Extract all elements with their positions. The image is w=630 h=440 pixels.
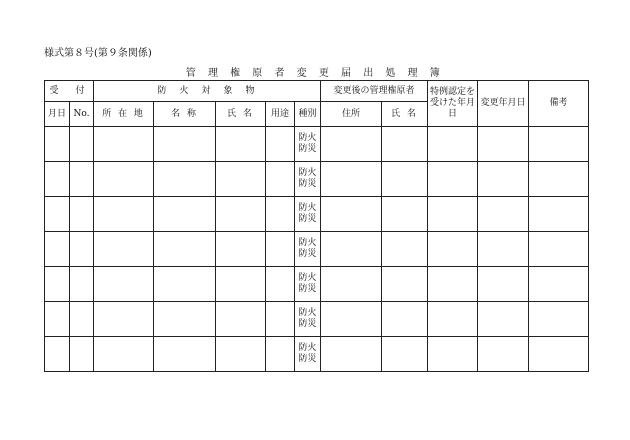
empty-cell xyxy=(266,302,295,337)
empty-cell xyxy=(478,232,529,267)
empty-cell xyxy=(216,302,266,337)
table-row xyxy=(45,302,589,337)
kind-fire-label: 防火 xyxy=(298,308,317,318)
kind-cell xyxy=(295,337,321,372)
empty-cell xyxy=(529,127,589,162)
header-name: 名 称 xyxy=(154,102,216,127)
empty-cell xyxy=(428,267,478,302)
table-row xyxy=(45,162,589,197)
empty-cell xyxy=(529,197,589,232)
empty-cell xyxy=(529,162,589,197)
empty-cell xyxy=(45,267,70,302)
empty-cell xyxy=(529,232,589,267)
empty-cell xyxy=(154,162,216,197)
kind-fire-label: 防火 xyxy=(298,203,317,213)
empty-cell xyxy=(321,197,382,232)
empty-cell xyxy=(45,197,70,232)
kind-fire-label: 防火 xyxy=(298,343,317,353)
empty-cell xyxy=(94,232,154,267)
header-receipt: 受 付 xyxy=(45,81,94,102)
kind-disaster-label: 防災 xyxy=(298,144,317,154)
empty-cell xyxy=(154,197,216,232)
empty-cell xyxy=(321,232,382,267)
empty-cell xyxy=(216,232,266,267)
empty-cell xyxy=(529,267,589,302)
empty-cell xyxy=(478,162,529,197)
empty-cell xyxy=(70,267,94,302)
empty-cell xyxy=(382,337,428,372)
empty-cell xyxy=(94,267,154,302)
empty-cell xyxy=(428,127,478,162)
table-row xyxy=(45,127,589,162)
empty-cell xyxy=(382,302,428,337)
kind-disaster-label: 防災 xyxy=(298,284,317,294)
kind-fire-label: 防火 xyxy=(298,238,317,248)
kind-cell xyxy=(295,232,321,267)
empty-cell xyxy=(321,267,382,302)
kind-cell xyxy=(295,267,321,302)
empty-cell xyxy=(216,162,266,197)
empty-cell xyxy=(70,302,94,337)
empty-cell xyxy=(478,337,529,372)
empty-cell xyxy=(321,162,382,197)
empty-cell xyxy=(428,162,478,197)
empty-cell xyxy=(428,197,478,232)
empty-cell xyxy=(382,267,428,302)
empty-cell xyxy=(216,337,266,372)
empty-cell xyxy=(382,232,428,267)
empty-cell xyxy=(428,337,478,372)
header-person-name: 氏 名 xyxy=(216,102,266,127)
empty-cell xyxy=(266,337,295,372)
empty-cell xyxy=(529,337,589,372)
empty-cell xyxy=(45,302,70,337)
empty-cell xyxy=(216,267,266,302)
header-usage: 用途 xyxy=(266,102,295,127)
header-after-owner: 変更後の管理権原者 xyxy=(321,81,428,102)
header-remarks: 備考 xyxy=(529,81,589,127)
form-title: 管 理 権 原 者 変 更 届 出 処 理 簿 xyxy=(185,68,445,79)
empty-cell xyxy=(70,197,94,232)
table-row xyxy=(45,197,589,232)
kind-cell xyxy=(295,302,321,337)
empty-cell xyxy=(45,127,70,162)
empty-cell xyxy=(216,197,266,232)
empty-cell xyxy=(428,302,478,337)
empty-cell xyxy=(94,302,154,337)
empty-cell xyxy=(428,232,478,267)
empty-cell xyxy=(70,232,94,267)
kind-fire-label: 防火 xyxy=(298,133,317,143)
header-kind: 種別 xyxy=(295,102,321,127)
empty-cell xyxy=(94,337,154,372)
empty-cell xyxy=(266,197,295,232)
empty-cell xyxy=(70,127,94,162)
empty-cell xyxy=(266,232,295,267)
form-number-label: 様式第８号(第９条関係) xyxy=(44,48,152,59)
empty-cell xyxy=(70,162,94,197)
empty-cell xyxy=(154,337,216,372)
header-number: No. xyxy=(70,102,94,127)
empty-cell xyxy=(478,197,529,232)
empty-cell xyxy=(529,302,589,337)
header-change-date: 変更年月日 xyxy=(478,81,529,127)
empty-cell xyxy=(478,127,529,162)
kind-cell xyxy=(295,127,321,162)
kind-disaster-label: 防災 xyxy=(298,179,317,189)
empty-cell xyxy=(94,162,154,197)
table-row xyxy=(45,232,589,267)
kind-fire-label: 防火 xyxy=(298,273,317,283)
empty-cell xyxy=(266,127,295,162)
empty-cell xyxy=(70,337,94,372)
table-row xyxy=(45,267,589,302)
empty-cell xyxy=(45,162,70,197)
kind-cell xyxy=(295,197,321,232)
kind-disaster-label: 防災 xyxy=(298,214,317,224)
empty-cell xyxy=(216,127,266,162)
empty-cell xyxy=(382,127,428,162)
empty-cell xyxy=(45,232,70,267)
kind-disaster-label: 防災 xyxy=(298,354,317,364)
empty-cell xyxy=(266,162,295,197)
table-row xyxy=(45,337,589,372)
kind-cell xyxy=(295,162,321,197)
header-target: 防 火 対 象 物 xyxy=(94,81,321,102)
kind-disaster-label: 防災 xyxy=(298,319,317,329)
empty-cell xyxy=(154,267,216,302)
header-address: 住所 xyxy=(321,102,382,127)
empty-cell xyxy=(321,337,382,372)
header-special-certification: 特例認定を受けた年月日 xyxy=(428,81,478,127)
empty-cell xyxy=(94,197,154,232)
empty-cell xyxy=(321,302,382,337)
header-month-day: 月日 xyxy=(45,102,70,127)
header-after-name: 氏 名 xyxy=(382,102,428,127)
empty-cell xyxy=(478,302,529,337)
empty-cell xyxy=(94,127,154,162)
header-location: 所 在 地 xyxy=(94,102,154,127)
empty-cell xyxy=(154,127,216,162)
empty-cell xyxy=(382,162,428,197)
empty-cell xyxy=(266,267,295,302)
kind-disaster-label: 防災 xyxy=(298,249,317,259)
empty-cell xyxy=(45,337,70,372)
empty-cell xyxy=(321,127,382,162)
empty-cell xyxy=(154,302,216,337)
kind-fire-label: 防火 xyxy=(298,168,317,178)
empty-cell xyxy=(382,197,428,232)
empty-cell xyxy=(478,267,529,302)
register-table xyxy=(44,80,589,372)
empty-cell xyxy=(154,232,216,267)
